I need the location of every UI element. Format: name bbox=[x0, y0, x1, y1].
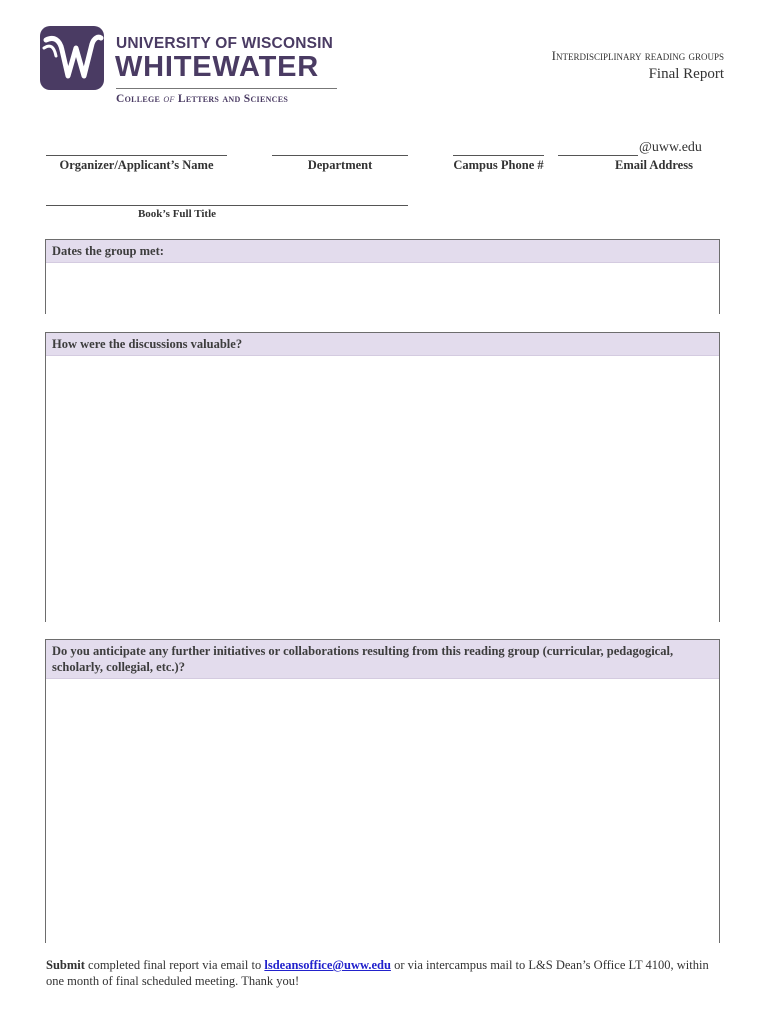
valuable-section bbox=[45, 332, 720, 622]
submit-word: Submit bbox=[46, 958, 85, 972]
initiatives-section bbox=[45, 639, 720, 943]
dates-input-area[interactable] bbox=[46, 263, 719, 315]
logo-college-word: College bbox=[116, 93, 161, 105]
initiatives-section-header: Do you anticipate any further initiatives or collaborations resulting from this reading group (curricular, pedagogical, scholarly, collegial, etc.)? bbox=[46, 640, 719, 679]
logo-college-text bbox=[116, 93, 288, 105]
logo-of-word: of bbox=[163, 93, 175, 105]
campus-phone-label: Campus Phone # bbox=[453, 158, 544, 172]
organizer-name-label: Organizer/Applicant’s Name bbox=[59, 158, 214, 172]
logo-campus-text: WHITEWATER bbox=[115, 51, 319, 83]
initiatives-input-area[interactable] bbox=[46, 679, 719, 943]
dates-section bbox=[45, 239, 720, 314]
campus-phone-field[interactable] bbox=[453, 155, 544, 156]
dean-office-email-link[interactable]: lsdeansoffice@uww.edu bbox=[264, 958, 391, 972]
email-address-label: Email Address bbox=[615, 158, 693, 172]
email-domain-text: @uww.edu bbox=[639, 140, 702, 155]
book-title-label: Book’s Full Title bbox=[137, 208, 217, 220]
footer-text-1: completed final report via email to bbox=[84, 958, 265, 972]
program-title: Interdisciplinary reading groups bbox=[551, 48, 724, 63]
valuable-section-header: How were the discussions valuable? bbox=[46, 333, 719, 356]
logo-college-name: Letters and Sciences bbox=[177, 93, 289, 105]
email-field[interactable] bbox=[558, 155, 638, 156]
dates-section-header: Dates the group met: bbox=[46, 240, 719, 263]
valuable-input-area[interactable] bbox=[46, 356, 719, 622]
organizer-name-field[interactable] bbox=[46, 155, 227, 156]
submission-instructions bbox=[46, 957, 726, 989]
logo-divider bbox=[116, 88, 337, 89]
footer-text-2: or via intercampus mail to L&S Dean’s Office LT 4100, within one month of final scheduled meeting. Thank you! bbox=[46, 958, 709, 988]
logo-university-text: UNIVERSITY OF WISCONSIN bbox=[116, 35, 334, 52]
book-title-field[interactable] bbox=[46, 205, 408, 206]
department-label: Department bbox=[307, 158, 373, 172]
department-field[interactable] bbox=[272, 155, 408, 156]
report-title: Final Report bbox=[648, 66, 724, 82]
uw-whitewater-logo-mark bbox=[40, 26, 104, 90]
